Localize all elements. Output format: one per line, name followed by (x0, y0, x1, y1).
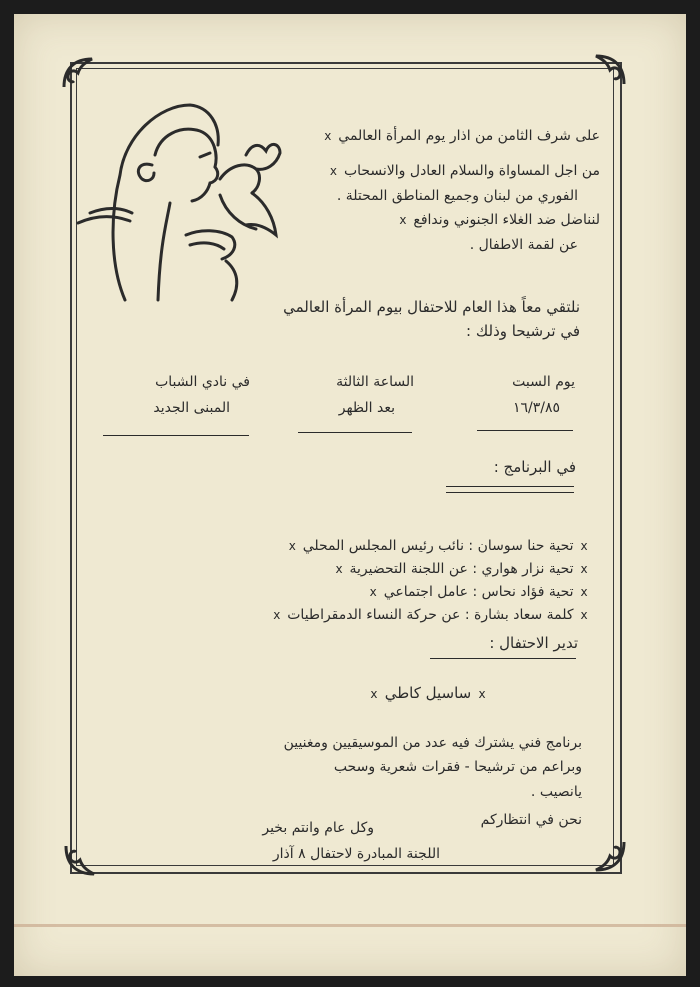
mc-underline (430, 658, 576, 659)
program-item-role: نائب رئيس المجلس المحلي (302, 538, 464, 554)
bullet-x: x (580, 539, 588, 553)
girl-with-dove-illustration (70, 95, 290, 305)
invite-line-1: نلتقي معاً هذا العام للاحتفال بيوم المرأة العالمي (283, 298, 580, 316)
bullet-x: x (580, 585, 588, 599)
program-item-speaker: تحية فؤاد نحاس : (472, 584, 574, 600)
corner-ornament-icon (60, 55, 96, 91)
bullet-x: x (399, 213, 407, 227)
closing-signature: اللجنة المبادرة لاحتفال ٨ آذار (272, 846, 440, 862)
bullet-x: x (580, 608, 588, 622)
program-item-speaker: كلمة سعاد بشارة : (464, 607, 574, 623)
day-label: يوم السبت (512, 374, 575, 390)
art-line-2: وبراعم من ترشيحا - فقرات شعرية وسحب (333, 759, 582, 775)
place-value: المبنى الجديد (153, 400, 230, 416)
bullet-x: x (329, 164, 338, 178)
program-item (367, 584, 590, 600)
corner-ornament-icon (592, 52, 628, 88)
program-heading-underline-2 (446, 492, 574, 493)
program-item-role: عن اللجنة التحضيرية (349, 561, 468, 577)
mc-label: تدير الاحتفال : (489, 634, 578, 652)
place-underline (103, 435, 249, 436)
intro-line-1-text: على شرف الثامن من اذار يوم المرأة العالمي (338, 128, 600, 144)
intro-line-2-text: من اجل المساواة والسلام العادل والانسحاب (343, 163, 600, 179)
art-line-3: يانصيب . (530, 784, 582, 800)
bullet-x: x (369, 585, 377, 599)
time-underline (298, 432, 412, 433)
time-label: الساعة الثالثة (336, 374, 414, 390)
invite-line-2: في ترشيحا وذلك : (466, 322, 580, 340)
bullet-x: x (273, 608, 281, 622)
mc-name-text: ساسيل كاطي (384, 684, 472, 702)
bullet-x: x (370, 687, 378, 701)
program-item (333, 561, 590, 577)
bullet-x: x (288, 539, 296, 553)
program-heading-underline (446, 486, 574, 487)
bullet-x: x (335, 562, 343, 576)
place-label: في نادي الشباب (155, 374, 250, 390)
intro-line-4 (397, 212, 600, 228)
time-value: بعد الظهر (338, 400, 395, 416)
program-item-role: عامل اجتماعي (383, 584, 469, 600)
program-item-role: عن حركة النساء الدمقراطيات (287, 607, 461, 623)
program-item-speaker: تحية حنا سوسان : (468, 538, 574, 554)
paper-stain (14, 924, 686, 927)
intro-line-4-text: لنناضل ضد الغلاء الجنوني وندافع (413, 212, 600, 228)
bullet-x: x (324, 129, 332, 143)
closing-wishes: وكل عام وانتم بخير (262, 820, 374, 836)
program-item (286, 538, 590, 554)
closing-waiting: نحن في انتظاركم (480, 812, 582, 828)
corner-ornament-icon (592, 838, 628, 874)
corner-ornament-icon (62, 842, 98, 878)
bullet-x: x (580, 562, 588, 576)
program-item (271, 607, 590, 623)
date-value: ١٦/٣/٨٥ (512, 400, 560, 416)
intro-line-2 (327, 163, 600, 179)
date-underline (477, 430, 573, 431)
program-item-speaker: تحية نزار هواري : (472, 561, 574, 577)
intro-line-1 (322, 128, 600, 144)
intro-line-3: الفوري من لبنان وجميع المناطق المحتلة . (336, 188, 578, 204)
mc-name (368, 684, 488, 702)
art-line-1: برنامج فني يشترك فيه عدد من الموسيقيين ومغنيين (283, 735, 582, 751)
intro-line-5: عن لقمة الاطفال . (469, 237, 578, 253)
program-heading: في البرنامج : (493, 458, 576, 476)
bullet-x: x (478, 687, 486, 701)
